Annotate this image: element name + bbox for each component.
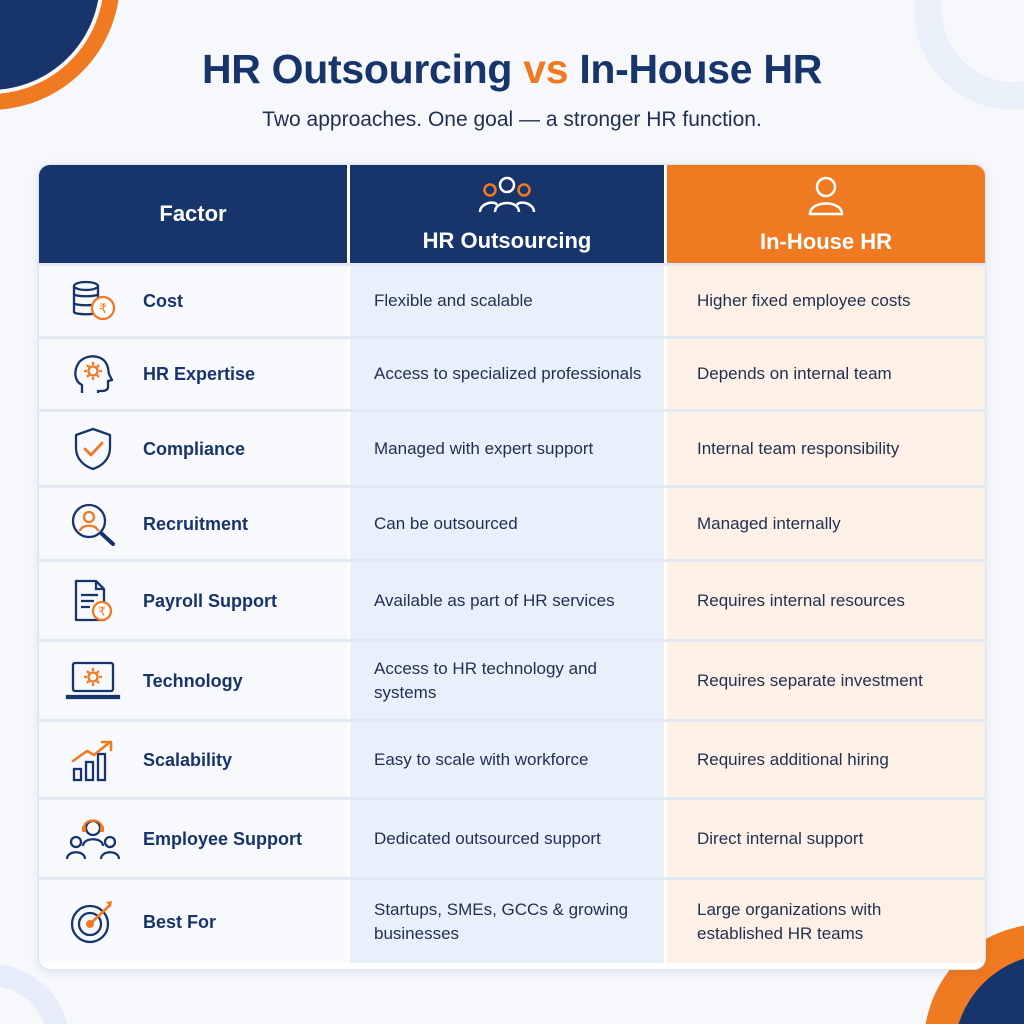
factor-cell: [39, 412, 347, 485]
group-icon: [475, 174, 539, 228]
inhouse-cell: Requires separate investment: [667, 642, 985, 719]
inhouse-cell: Internal team responsibility: [667, 412, 985, 485]
inhouse-cell: Higher fixed employee costs: [667, 266, 985, 336]
table-row: [39, 559, 985, 639]
factor-cell: [39, 339, 347, 409]
coins-rupee-icon: [65, 276, 121, 326]
outsourcing-cell: Dedicated outsourced support: [347, 800, 667, 877]
column-header-outsourcing: [347, 165, 667, 263]
magnifier-person-icon: [65, 499, 121, 549]
shield-check-icon: [65, 424, 121, 474]
inhouse-cell: Requires internal resources: [667, 562, 985, 639]
table-row: [39, 639, 985, 719]
outsourcing-cell: Startups, SMEs, GCCs & growing businesses: [347, 880, 667, 963]
table-body: [39, 263, 985, 963]
table-row: [39, 263, 985, 336]
person-icon: [804, 173, 848, 229]
support-team-icon: [65, 814, 121, 864]
column-header-factor: [39, 165, 347, 263]
column-header-label: HR Outsourcing: [422, 228, 592, 253]
factor-label: Technology: [143, 670, 243, 691]
page-title: [0, 46, 1024, 93]
column-header-label: In-House HR: [760, 229, 892, 254]
inhouse-cell: Large organizations with established HR teams: [667, 880, 985, 963]
factor-label: HR Expertise: [143, 364, 256, 384]
table-row: [39, 409, 985, 485]
inhouse-cell: Managed internally: [667, 488, 985, 559]
column-header-label: Factor: [159, 201, 227, 226]
factor-label: Employee Support: [143, 828, 303, 849]
svg-text:₹: ₹: [98, 604, 106, 618]
title-vs: vs: [523, 46, 569, 92]
factor-cell: [39, 880, 347, 963]
outsourcing-cell: Access to HR technology and systems: [347, 642, 667, 719]
table-row: [39, 485, 985, 559]
factor-cell: [39, 488, 347, 559]
factor-label: Cost: [143, 291, 183, 311]
table-row: [39, 719, 985, 797]
title-outsourcing: HR Outsourcing: [201, 46, 513, 92]
growth-chart-icon: [65, 735, 121, 785]
table-row: [39, 797, 985, 877]
target-icon: [65, 897, 121, 947]
table-row: [39, 877, 985, 963]
head-gear-icon: [65, 349, 121, 399]
outsourcing-cell: Can be outsourced: [347, 488, 667, 559]
column-header-inhouse: [667, 165, 985, 263]
factor-cell: [39, 266, 347, 336]
inhouse-cell: Direct internal support: [667, 800, 985, 877]
laptop-gear-icon: [65, 656, 121, 706]
outsourcing-cell: Flexible and scalable: [347, 266, 667, 336]
outsourcing-cell: Managed with expert support: [347, 412, 667, 485]
outsourcing-cell: Available as part of HR services: [347, 562, 667, 639]
factor-cell: [39, 722, 347, 797]
factor-cell: [39, 800, 347, 877]
inhouse-cell: Depends on internal team: [667, 339, 985, 409]
factor-cell: [39, 562, 347, 639]
factor-label: Scalability: [143, 749, 233, 770]
page-subtitle: Two approaches. One goal — a stronger HR function.: [262, 108, 762, 131]
document-rupee-icon: [65, 576, 121, 626]
outsourcing-cell: Access to specialized professionals: [347, 339, 667, 409]
corner-decoration: [0, 964, 70, 1024]
table-header: [39, 165, 985, 263]
table-row: [39, 336, 985, 409]
comparison-table: [38, 164, 986, 970]
factor-cell: [39, 642, 347, 719]
outsourcing-cell: Easy to scale with workforce: [347, 722, 667, 797]
factor-label: Best For: [143, 911, 217, 932]
factor-label: Compliance: [143, 438, 246, 459]
inhouse-cell: Requires additional hiring: [667, 722, 985, 797]
factor-label: Recruitment: [143, 513, 249, 534]
svg-text:₹: ₹: [98, 302, 108, 317]
title-inhouse: In-House HR: [579, 46, 823, 92]
factor-label: Payroll Support: [143, 590, 278, 611]
